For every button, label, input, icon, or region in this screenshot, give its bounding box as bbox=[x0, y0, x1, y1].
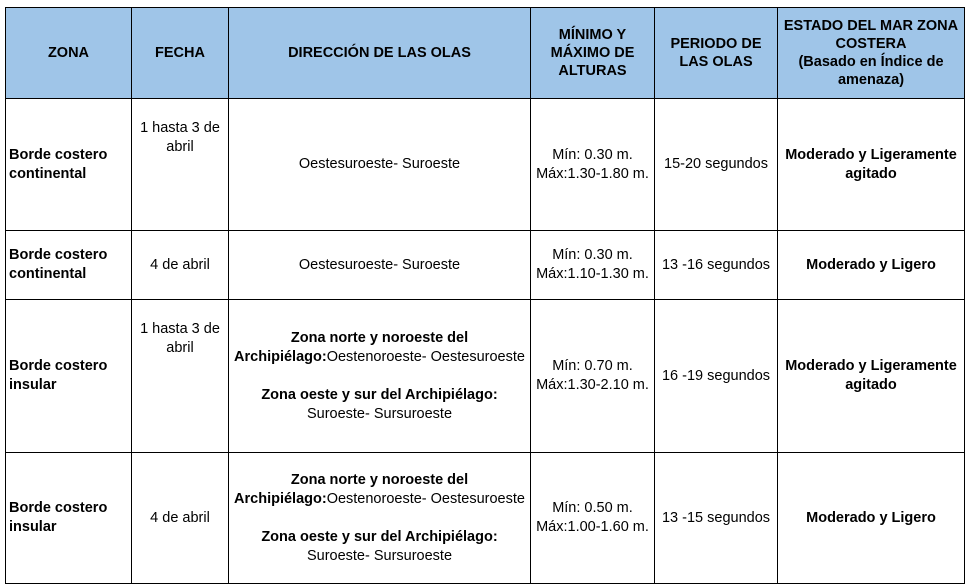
cell-estado: Moderado y Ligero bbox=[778, 231, 965, 300]
cell-alturas: Mín: 0.30 m. Máx:1.30-1.80 m. bbox=[531, 99, 655, 231]
direccion-sur: Suroeste- Sursuroeste bbox=[306, 405, 453, 422]
cell-fecha: 1 hasta 3 de abril bbox=[132, 300, 229, 453]
table-row bbox=[6, 453, 965, 584]
cell-estado: Moderado y Ligero bbox=[778, 453, 965, 584]
header-alturas: MÍNIMO Y MÁXIMO DE ALTURAS bbox=[531, 8, 655, 99]
cell-zona: Borde costero insular bbox=[6, 300, 132, 453]
header-row bbox=[6, 8, 965, 99]
cell-fecha: 1 hasta 3 de abril bbox=[132, 99, 229, 231]
table-row bbox=[6, 231, 965, 300]
spacer bbox=[232, 367, 527, 386]
direccion-norte: Oestenoroeste- Oestesuroeste bbox=[326, 348, 525, 365]
direccion-sur-label: Zona oeste y sur del Archipiélago: bbox=[261, 528, 498, 545]
cell-periodo: 16 -19 segundos bbox=[655, 300, 778, 453]
cell-periodo: 13 -15 segundos bbox=[655, 453, 778, 584]
cell-estado: Moderado y Ligeramente agitado bbox=[778, 99, 965, 231]
cell-zona: Borde costero insular bbox=[6, 453, 132, 584]
header-direccion: DIRECCIÓN DE LAS OLAS bbox=[229, 8, 531, 99]
cell-estado: Moderado y Ligeramente agitado bbox=[778, 300, 965, 453]
cell-fecha: 4 de abril bbox=[132, 453, 229, 584]
direccion-norte-label: Zona norte y noroeste del Archipiélago: bbox=[234, 329, 469, 365]
direccion-sur: Suroeste- Sursuroeste bbox=[306, 547, 453, 564]
cell-direccion bbox=[229, 300, 531, 453]
cell-periodo: 13 -16 segundos bbox=[655, 231, 778, 300]
direccion-norte-label: Zona norte y noroeste del Archipiélago: bbox=[234, 471, 469, 507]
header-estado bbox=[778, 8, 965, 99]
cell-fecha: 4 de abril bbox=[132, 231, 229, 300]
direccion-norte: Oestenoroeste- Oestesuroeste bbox=[326, 490, 525, 507]
header-periodo: PERIODO DE LAS OLAS bbox=[655, 8, 778, 99]
cell-alturas: Mín: 0.70 m. Máx:1.30-2.10 m. bbox=[531, 300, 655, 453]
cell-alturas: Mín: 0.50 m. Máx:1.00-1.60 m. bbox=[531, 453, 655, 584]
wave-forecast-table bbox=[5, 7, 965, 584]
cell-zona: Borde costero continental bbox=[6, 99, 132, 231]
header-estado-note: (Basado en Índice de amenaza) bbox=[798, 54, 944, 88]
cell-direccion: Oestesuroeste- Suroeste bbox=[229, 99, 531, 231]
spacer bbox=[232, 509, 527, 528]
table-row bbox=[6, 300, 965, 453]
direccion-sur-label: Zona oeste y sur del Archipiélago: bbox=[261, 386, 498, 403]
header-zona: ZONA bbox=[6, 8, 132, 99]
cell-direccion bbox=[229, 453, 531, 584]
cell-direccion: Oestesuroeste- Suroeste bbox=[229, 231, 531, 300]
header-fecha: FECHA bbox=[132, 8, 229, 99]
cell-zona: Borde costero continental bbox=[6, 231, 132, 300]
cell-alturas: Mín: 0.30 m. Máx:1.10-1.30 m. bbox=[531, 231, 655, 300]
header-estado-title: ESTADO DEL MAR ZONA COSTERA bbox=[783, 18, 959, 52]
table-row bbox=[6, 99, 965, 231]
cell-periodo: 15-20 segundos bbox=[655, 99, 778, 231]
